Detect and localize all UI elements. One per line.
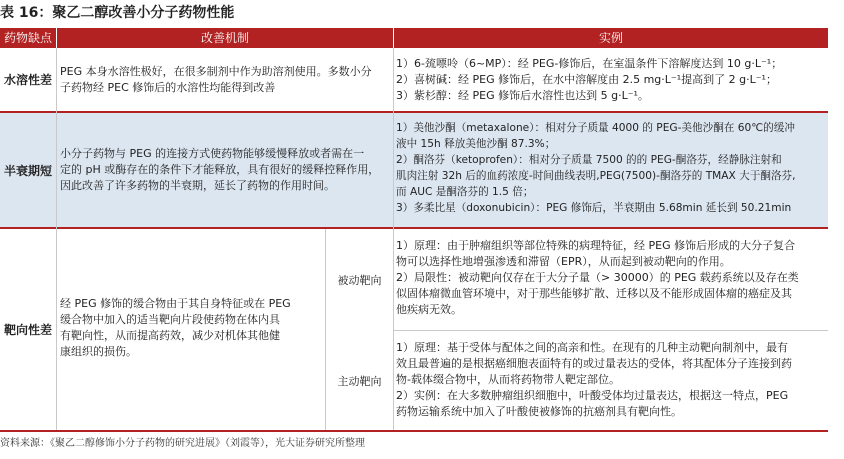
sub-label-active: 主动靶向 [337, 374, 382, 388]
header-mechanism: 改善机制 [57, 28, 394, 48]
column-divider [56, 48, 57, 430]
defect-cell: 半衰期短 [3, 163, 52, 178]
mechanism-cell: 小分子药物与 PEG 的连接方式使药物能够缓慢释放或者需在一 定的 pH 或酶存在的条件下才能释放，具有很好的缓释控释作用， 因此改善了许多药物的半衰期，延长了药物的作用时间。 [60, 147, 380, 192]
mechanism-cell: 经 PEG 修饰的缓合物由于其自身特征或在 PEG 缓合物中加入的适当靶向片段使药物在体内具 有靶向性，从而提高药效，减少对机体其他健 康组织的损伤。 [60, 297, 291, 358]
examples-cell: 1）美他沙酮（metaxalone）：相对分子质量 4000 的 PEG-美他沙酮在 60℃的缓冲 液中 15h 释放美他沙酮 87.3%； 2）酮洛芬（ketoprofen）：相对分子质量 7500 的的 PEG-酮洛芬，经静脉注射和 肌肉注射 32h 后的血药浓度-时间曲线表明,PEG(7500)-酮洛芬的 TMAX 大于酮洛芬, 而 AUC 是酮洛芬的 1.5 倍； 3）多柔比星（doxonubicin）：PEG 修饰后，半衰期由 5.68min 延长到 50.21min [396, 122, 796, 214]
header-defect: 药物缺点 [0, 28, 57, 48]
sub-row-divider [394, 330, 828, 331]
examples-cell: 1）原理：由于肿瘤组织等部位特殊的病理特征，经 PEG 修饰后形成的大分子复合 物可以选择性地增强渗透和滞留（EPR），从而起到被动靶向的作用。 2）局限性：被动靶向仅存在于大分子量（> 30000）的 PEG 载药系统以及存在类 似固体瘤微血管环境中，对于那些能够扩散、迁移以及不能形成固体瘤的癌症及其 他疾病无效。 [396, 239, 799, 316]
defect-cell: 靶向性差 [3, 323, 52, 337]
header-examples: 实例 [394, 28, 828, 48]
source-note: 资料来源：《聚乙二醇修饰小分子药物的研究进展》（刘霞等），光大证券研究所整理 [0, 438, 365, 449]
column-divider [393, 48, 394, 430]
table-title: 表 16：聚乙二醇改善小分子药物性能 [0, 5, 235, 21]
sub-label-passive: 被动靶向 [337, 273, 382, 287]
row-divider [0, 111, 828, 113]
mechanism-cell: PEG 本身水溶性极好，在很多制剂中作为助溶剂使用。多数小分 子药物经 PEC 修饰后的水溶性均能得到改善 [60, 65, 372, 94]
examples-cell: 1）6-巯嘌呤（6~MP）：经 PEG-修饰后，在室温条件下溶解度达到 10 g·L⁻¹； 2）喜树碱：经 PEG 修饰后，在水中溶解度由 2.5 mg·L⁻¹提高到了 2 g·L⁻¹； 3）紫杉醇：经 PEG 修饰后水溶性也达到 5 g·L⁻¹。 [396, 57, 783, 102]
table-bottom-border [0, 430, 828, 432]
examples-cell: 1）原理：基于受体与配体之间的高亲和性。在现有的几种主动靶向制剂中，最有 效且最普遍的是根据癌细胞表面特有的或过量表达的受体，将其配体分子连接到药 物-载体缀合物中，从而将药物带人靶定部位。 2）实例：在大多数肿瘤组织细胞中，叶酸受体均过量表达，根据这一特点，PEG 药物运输系统中加入了叶酸使被修饰的抗癌剂具有靶向性。 [396, 341, 792, 418]
defect-cell: 水溶性差 [3, 73, 52, 87]
row-divider [0, 227, 828, 229]
